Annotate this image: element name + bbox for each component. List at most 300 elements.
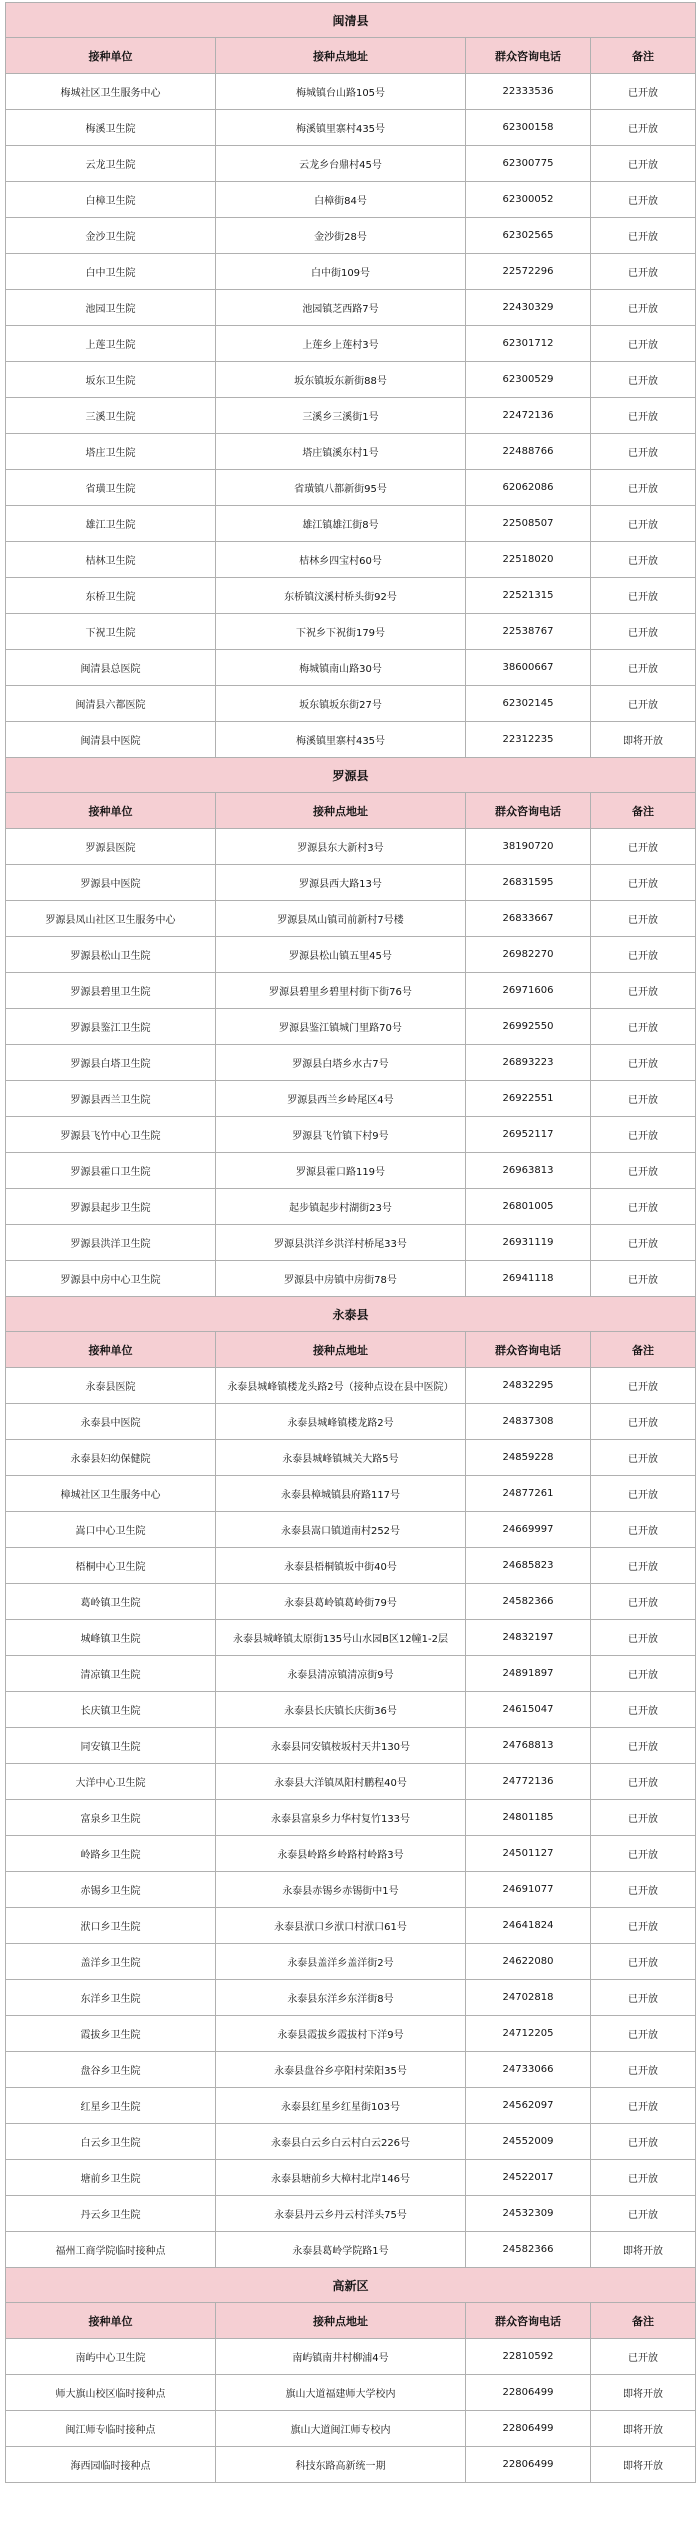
phone-cell: 62062086: [466, 470, 591, 506]
address-cell: 永泰县梧桐镇坂中街40号: [216, 1548, 466, 1584]
address-cell: 永泰县盖洋乡盖洋街2号: [216, 1944, 466, 1980]
table-row: [6, 2160, 696, 2196]
table-row: [6, 1189, 696, 1225]
unit-cell: 嵩口中心卫生院: [6, 1512, 216, 1548]
status-cell: 已开放: [591, 1800, 696, 1836]
status-cell: 已开放: [591, 110, 696, 146]
address-cell: 梅城镇台山路105号: [216, 74, 466, 110]
status-cell: 已开放: [591, 2016, 696, 2052]
table-row: [6, 1045, 696, 1081]
status-cell: 已开放: [591, 1656, 696, 1692]
status-cell: 即将开放: [591, 2375, 696, 2411]
status-cell: 已开放: [591, 182, 696, 218]
column-header-row: [6, 2303, 696, 2339]
address-cell: 科技东路高新统一期: [216, 2447, 466, 2483]
address-cell: 永泰县塘前乡大樟村北岸146号: [216, 2160, 466, 2196]
status-cell: 即将开放: [591, 2232, 696, 2268]
phone-cell: 24772136: [466, 1764, 591, 1800]
section-title: 闽清县: [6, 3, 696, 38]
unit-cell: 罗源县西兰卫生院: [6, 1081, 216, 1117]
phone-cell: 62300052: [466, 182, 591, 218]
table-row: [6, 434, 696, 470]
status-cell: 已开放: [591, 1944, 696, 1980]
unit-cell: 东桥卫生院: [6, 578, 216, 614]
status-cell: 已开放: [591, 1081, 696, 1117]
phone-cell: 24562097: [466, 2088, 591, 2124]
table-row: [6, 937, 696, 973]
unit-cell: 金沙卫生院: [6, 218, 216, 254]
section-title: 高新区: [6, 2268, 696, 2303]
unit-cell: 三溪卫生院: [6, 398, 216, 434]
unit-cell: 长庆镇卫生院: [6, 1692, 216, 1728]
status-cell: 已开放: [591, 1908, 696, 1944]
address-cell: 罗源县白塔乡水古7号: [216, 1045, 466, 1081]
phone-cell: 24641824: [466, 1908, 591, 1944]
unit-cell: 罗源县白塔卫生院: [6, 1045, 216, 1081]
status-cell: 已开放: [591, 1728, 696, 1764]
unit-cell: 塔庄卫生院: [6, 434, 216, 470]
status-cell: 已开放: [591, 290, 696, 326]
header-address: 接种点地址: [216, 793, 466, 829]
status-cell: 已开放: [591, 1009, 696, 1045]
table-row: [6, 578, 696, 614]
phone-cell: 24622080: [466, 1944, 591, 1980]
vaccination-sites-table: [5, 2, 696, 2483]
status-cell: 已开放: [591, 1980, 696, 2016]
table-row: [6, 398, 696, 434]
status-cell: 已开放: [591, 865, 696, 901]
header-status: 备注: [591, 2303, 696, 2339]
status-cell: 已开放: [591, 1117, 696, 1153]
phone-cell: 26922551: [466, 1081, 591, 1117]
address-cell: 东桥镇汶溪村桥头街92号: [216, 578, 466, 614]
unit-cell: 同安镇卫生院: [6, 1728, 216, 1764]
section-title: 罗源县: [6, 758, 696, 793]
phone-cell: 22572296: [466, 254, 591, 290]
unit-cell: 盖洋乡卫生院: [6, 1944, 216, 1980]
table-row: [6, 1153, 696, 1189]
unit-cell: 梅城社区卫生服务中心: [6, 74, 216, 110]
column-header-row: [6, 1332, 696, 1368]
section-title-row: [6, 758, 696, 793]
header-phone: 群众咨询电话: [466, 1332, 591, 1368]
address-cell: 永泰县清凉镇清凉街9号: [216, 1656, 466, 1692]
unit-cell: 池园卫生院: [6, 290, 216, 326]
unit-cell: 云龙卫生院: [6, 146, 216, 182]
phone-cell: 24552009: [466, 2124, 591, 2160]
phone-cell: 26963813: [466, 1153, 591, 1189]
unit-cell: 盘谷乡卫生院: [6, 2052, 216, 2088]
table-row: [6, 901, 696, 937]
address-cell: 永泰县长庆镇长庆街36号: [216, 1692, 466, 1728]
status-cell: 已开放: [591, 1512, 696, 1548]
header-status: 备注: [591, 38, 696, 74]
phone-cell: 22521315: [466, 578, 591, 614]
phone-cell: 24877261: [466, 1476, 591, 1512]
unit-cell: 省璜卫生院: [6, 470, 216, 506]
phone-cell: 62300529: [466, 362, 591, 398]
status-cell: 已开放: [591, 1189, 696, 1225]
table-row: [6, 290, 696, 326]
table-row: [6, 1117, 696, 1153]
phone-cell: 24615047: [466, 1692, 591, 1728]
table-row: [6, 74, 696, 110]
table-row: [6, 973, 696, 1009]
status-cell: 已开放: [591, 1620, 696, 1656]
table-row: [6, 218, 696, 254]
table-body: [6, 3, 696, 2483]
phone-cell: 24522017: [466, 2160, 591, 2196]
table-row: [6, 829, 696, 865]
section-title-row: [6, 1297, 696, 1332]
address-cell: 罗源县西大路13号: [216, 865, 466, 901]
phone-cell: 22508507: [466, 506, 591, 542]
unit-cell: 赤锡乡卫生院: [6, 1872, 216, 1908]
address-cell: 下祝乡下祝街179号: [216, 614, 466, 650]
column-header-row: [6, 793, 696, 829]
phone-cell: 38190720: [466, 829, 591, 865]
address-cell: 梅溪镇里寨村435号: [216, 110, 466, 146]
unit-cell: 雄江卫生院: [6, 506, 216, 542]
address-cell: 罗源县西兰乡岭尾区4号: [216, 1081, 466, 1117]
table-row: [6, 182, 696, 218]
phone-cell: 22806499: [466, 2447, 591, 2483]
address-cell: 塔庄镇溪东村1号: [216, 434, 466, 470]
phone-cell: 24685823: [466, 1548, 591, 1584]
status-cell: 已开放: [591, 686, 696, 722]
status-cell: 已开放: [591, 398, 696, 434]
table-row: [6, 1368, 696, 1404]
unit-cell: 罗源县鉴江卫生院: [6, 1009, 216, 1045]
phone-cell: 24837308: [466, 1404, 591, 1440]
status-cell: 已开放: [591, 74, 696, 110]
table-row: [6, 1944, 696, 1980]
phone-cell: 24859228: [466, 1440, 591, 1476]
unit-cell: 塘前乡卫生院: [6, 2160, 216, 2196]
phone-cell: 22806499: [466, 2375, 591, 2411]
status-cell: 已开放: [591, 937, 696, 973]
phone-cell: 38600667: [466, 650, 591, 686]
status-cell: 已开放: [591, 2196, 696, 2232]
table-row: [6, 2232, 696, 2268]
table-row: [6, 1009, 696, 1045]
status-cell: 已开放: [591, 1153, 696, 1189]
status-cell: 已开放: [591, 434, 696, 470]
address-cell: 永泰县白云乡白云村白云226号: [216, 2124, 466, 2160]
phone-cell: 22518020: [466, 542, 591, 578]
phone-cell: 24702818: [466, 1980, 591, 2016]
unit-cell: 福州工商学院临时接种点: [6, 2232, 216, 2268]
table-row: [6, 362, 696, 398]
unit-cell: 罗源县起步卫生院: [6, 1189, 216, 1225]
address-cell: 旗山大道闽江师专校内: [216, 2411, 466, 2447]
table-row: [6, 2447, 696, 2483]
address-cell: 永泰县丹云乡丹云村洋头75号: [216, 2196, 466, 2232]
unit-cell: 白云乡卫生院: [6, 2124, 216, 2160]
unit-cell: 罗源县霍口卫生院: [6, 1153, 216, 1189]
address-cell: 永泰县赤锡乡赤锡街中1号: [216, 1872, 466, 1908]
status-cell: 已开放: [591, 470, 696, 506]
status-cell: 已开放: [591, 2088, 696, 2124]
status-cell: 已开放: [591, 1045, 696, 1081]
header-status: 备注: [591, 793, 696, 829]
phone-cell: 22538767: [466, 614, 591, 650]
table-row: [6, 2339, 696, 2375]
unit-cell: 闽清县中医院: [6, 722, 216, 758]
unit-cell: 上莲卫生院: [6, 326, 216, 362]
address-cell: 永泰县同安镇桉坂村天井130号: [216, 1728, 466, 1764]
address-cell: 永泰县樟城镇县府路117号: [216, 1476, 466, 1512]
status-cell: 已开放: [591, 973, 696, 1009]
table-row: [6, 1261, 696, 1297]
header-phone: 群众咨询电话: [466, 793, 591, 829]
phone-cell: 26931119: [466, 1225, 591, 1261]
phone-cell: 26801005: [466, 1189, 591, 1225]
table-row: [6, 2052, 696, 2088]
table-row: [6, 542, 696, 578]
address-cell: 罗源县凤山镇司前新村7号楼: [216, 901, 466, 937]
unit-cell: 罗源县飞竹中心卫生院: [6, 1117, 216, 1153]
unit-cell: 大洋中心卫生院: [6, 1764, 216, 1800]
status-cell: 已开放: [591, 542, 696, 578]
table-row: [6, 146, 696, 182]
phone-cell: 24733066: [466, 2052, 591, 2088]
table-row: [6, 1692, 696, 1728]
phone-cell: 62302145: [466, 686, 591, 722]
unit-cell: 罗源县中医院: [6, 865, 216, 901]
address-cell: 坂东镇坂东街27号: [216, 686, 466, 722]
phone-cell: 22312235: [466, 722, 591, 758]
table-row: [6, 470, 696, 506]
phone-cell: 24582366: [466, 1584, 591, 1620]
status-cell: 已开放: [591, 1872, 696, 1908]
phone-cell: 24891897: [466, 1656, 591, 1692]
phone-cell: 24501127: [466, 1836, 591, 1872]
address-cell: 永泰县城峰镇楼龙头路2号（接种点设在县中医院）: [216, 1368, 466, 1404]
table-row: [6, 1512, 696, 1548]
unit-cell: 岭路乡卫生院: [6, 1836, 216, 1872]
table-row: [6, 2375, 696, 2411]
table-row: [6, 1404, 696, 1440]
status-cell: 已开放: [591, 2160, 696, 2196]
address-cell: 永泰县洑口乡洑口村洑口61号: [216, 1908, 466, 1944]
address-cell: 永泰县葛岭镇葛岭街79号: [216, 1584, 466, 1620]
address-cell: 金沙街28号: [216, 218, 466, 254]
phone-cell: 26952117: [466, 1117, 591, 1153]
unit-cell: 永泰县中医院: [6, 1404, 216, 1440]
table-row: [6, 110, 696, 146]
status-cell: 已开放: [591, 1548, 696, 1584]
address-cell: 旗山大道福建师大学校内: [216, 2375, 466, 2411]
unit-cell: 罗源县医院: [6, 829, 216, 865]
table-row: [6, 2124, 696, 2160]
address-cell: 梅溪镇里寨村435号: [216, 722, 466, 758]
address-cell: 永泰县富泉乡力华村复竹133号: [216, 1800, 466, 1836]
unit-cell: 下祝卫生院: [6, 614, 216, 650]
section-title-row: [6, 3, 696, 38]
unit-cell: 梅溪卫生院: [6, 110, 216, 146]
address-cell: 坂东镇坂东新街88号: [216, 362, 466, 398]
phone-cell: 24582366: [466, 2232, 591, 2268]
section-title: 永泰县: [6, 1297, 696, 1332]
unit-cell: 罗源县凤山社区卫生服务中心: [6, 901, 216, 937]
phone-cell: 24832197: [466, 1620, 591, 1656]
phone-cell: 62301712: [466, 326, 591, 362]
status-cell: 已开放: [591, 2052, 696, 2088]
address-cell: 罗源县中房镇中房街78号: [216, 1261, 466, 1297]
address-cell: 白樟街84号: [216, 182, 466, 218]
header-address: 接种点地址: [216, 1332, 466, 1368]
table-row: [6, 1980, 696, 2016]
header-phone: 群众咨询电话: [466, 38, 591, 74]
address-cell: 永泰县城峰镇太原街135号山水园B区12幢1-2层: [216, 1620, 466, 1656]
unit-cell: 白中卫生院: [6, 254, 216, 290]
status-cell: 已开放: [591, 578, 696, 614]
table-row: [6, 1440, 696, 1476]
status-cell: 已开放: [591, 650, 696, 686]
unit-cell: 罗源县洪洋卫生院: [6, 1225, 216, 1261]
table-row: [6, 1872, 696, 1908]
phone-cell: 22430329: [466, 290, 591, 326]
address-cell: 罗源县东大新村3号: [216, 829, 466, 865]
unit-cell: 樟城社区卫生服务中心: [6, 1476, 216, 1512]
table-row: [6, 2088, 696, 2124]
address-cell: 永泰县红星乡红星街103号: [216, 2088, 466, 2124]
status-cell: 已开放: [591, 146, 696, 182]
table-row: [6, 506, 696, 542]
table-row: [6, 686, 696, 722]
phone-cell: 22488766: [466, 434, 591, 470]
section-title-row: [6, 2268, 696, 2303]
unit-cell: 桔林卫生院: [6, 542, 216, 578]
table-row: [6, 1548, 696, 1584]
status-cell: 已开放: [591, 1225, 696, 1261]
table-row: [6, 650, 696, 686]
phone-cell: 62300158: [466, 110, 591, 146]
address-cell: 永泰县嵩口镇道南村252号: [216, 1512, 466, 1548]
table-row: [6, 326, 696, 362]
unit-cell: 洑口乡卫生院: [6, 1908, 216, 1944]
address-cell: 永泰县霞拔乡霞拔村下洋9号: [216, 2016, 466, 2052]
address-cell: 罗源县碧里乡碧里村街下街76号: [216, 973, 466, 1009]
address-cell: 永泰县大洋镇凤阳村鹏程40号: [216, 1764, 466, 1800]
unit-cell: 红星乡卫生院: [6, 2088, 216, 2124]
unit-cell: 海西园临时接种点: [6, 2447, 216, 2483]
table-row: [6, 2016, 696, 2052]
header-unit: 接种单位: [6, 1332, 216, 1368]
phone-cell: 24669997: [466, 1512, 591, 1548]
header-status: 备注: [591, 1332, 696, 1368]
status-cell: 已开放: [591, 254, 696, 290]
phone-cell: 26982270: [466, 937, 591, 973]
table-row: [6, 1764, 696, 1800]
address-cell: 省璜镇八都新街95号: [216, 470, 466, 506]
unit-cell: 南屿中心卫生院: [6, 2339, 216, 2375]
table-row: [6, 2196, 696, 2232]
status-cell: 已开放: [591, 1584, 696, 1620]
unit-cell: 葛岭镇卫生院: [6, 1584, 216, 1620]
unit-cell: 永泰县医院: [6, 1368, 216, 1404]
status-cell: 即将开放: [591, 2411, 696, 2447]
status-cell: 已开放: [591, 1476, 696, 1512]
unit-cell: 罗源县中房中心卫生院: [6, 1261, 216, 1297]
address-cell: 起步镇起步村湖街23号: [216, 1189, 466, 1225]
table-row: [6, 1476, 696, 1512]
phone-cell: 22806499: [466, 2411, 591, 2447]
table-row: [6, 722, 696, 758]
phone-cell: 24768813: [466, 1728, 591, 1764]
address-cell: 永泰县盘谷乡亭阳村荣阳35号: [216, 2052, 466, 2088]
header-address: 接种点地址: [216, 38, 466, 74]
status-cell: 已开放: [591, 506, 696, 542]
status-cell: 已开放: [591, 1692, 696, 1728]
table-row: [6, 1728, 696, 1764]
phone-cell: 24532309: [466, 2196, 591, 2232]
address-cell: 永泰县葛岭学院路1号: [216, 2232, 466, 2268]
status-cell: 已开放: [591, 1836, 696, 1872]
unit-cell: 丹云乡卫生院: [6, 2196, 216, 2232]
unit-cell: 霞拔乡卫生院: [6, 2016, 216, 2052]
table-row: [6, 1800, 696, 1836]
status-cell: 已开放: [591, 901, 696, 937]
address-cell: 永泰县城峰镇城关大路5号: [216, 1440, 466, 1476]
status-cell: 已开放: [591, 614, 696, 650]
unit-cell: 罗源县松山卫生院: [6, 937, 216, 973]
table-row: [6, 1584, 696, 1620]
table-row: [6, 1225, 696, 1261]
status-cell: 即将开放: [591, 2447, 696, 2483]
unit-cell: 闽清县总医院: [6, 650, 216, 686]
unit-cell: 白樟卫生院: [6, 182, 216, 218]
phone-cell: 62302565: [466, 218, 591, 254]
status-cell: 已开放: [591, 1440, 696, 1476]
address-cell: 南屿镇南井村柳浦4号: [216, 2339, 466, 2375]
address-cell: 罗源县洪洋乡洪洋村桥尾33号: [216, 1225, 466, 1261]
unit-cell: 东洋乡卫生院: [6, 1980, 216, 2016]
address-cell: 白中街109号: [216, 254, 466, 290]
phone-cell: 26992550: [466, 1009, 591, 1045]
table-row: [6, 1836, 696, 1872]
unit-cell: 永泰县妇幼保健院: [6, 1440, 216, 1476]
table-row: [6, 1908, 696, 1944]
phone-cell: 24691077: [466, 1872, 591, 1908]
phone-cell: 26831595: [466, 865, 591, 901]
address-cell: 永泰县城峰镇楼龙路2号: [216, 1404, 466, 1440]
unit-cell: 罗源县碧里卫生院: [6, 973, 216, 1009]
table-row: [6, 2411, 696, 2447]
phone-cell: 26971606: [466, 973, 591, 1009]
status-cell: 已开放: [591, 362, 696, 398]
address-cell: 罗源县飞竹镇下村9号: [216, 1117, 466, 1153]
status-cell: 已开放: [591, 1261, 696, 1297]
unit-cell: 师大旗山校区临时接种点: [6, 2375, 216, 2411]
table-row: [6, 614, 696, 650]
address-cell: 云龙乡台鼎村45号: [216, 146, 466, 182]
unit-cell: 坂东卫生院: [6, 362, 216, 398]
phone-cell: 22472136: [466, 398, 591, 434]
table-row: [6, 1620, 696, 1656]
status-cell: 已开放: [591, 1368, 696, 1404]
status-cell: 已开放: [591, 218, 696, 254]
unit-cell: 梧桐中心卫生院: [6, 1548, 216, 1584]
address-cell: 永泰县岭路乡岭路村岭路3号: [216, 1836, 466, 1872]
status-cell: 已开放: [591, 2124, 696, 2160]
status-cell: 已开放: [591, 2339, 696, 2375]
status-cell: 已开放: [591, 1404, 696, 1440]
unit-cell: 城峰镇卫生院: [6, 1620, 216, 1656]
phone-cell: 26941118: [466, 1261, 591, 1297]
address-cell: 永泰县东洋乡东洋街8号: [216, 1980, 466, 2016]
